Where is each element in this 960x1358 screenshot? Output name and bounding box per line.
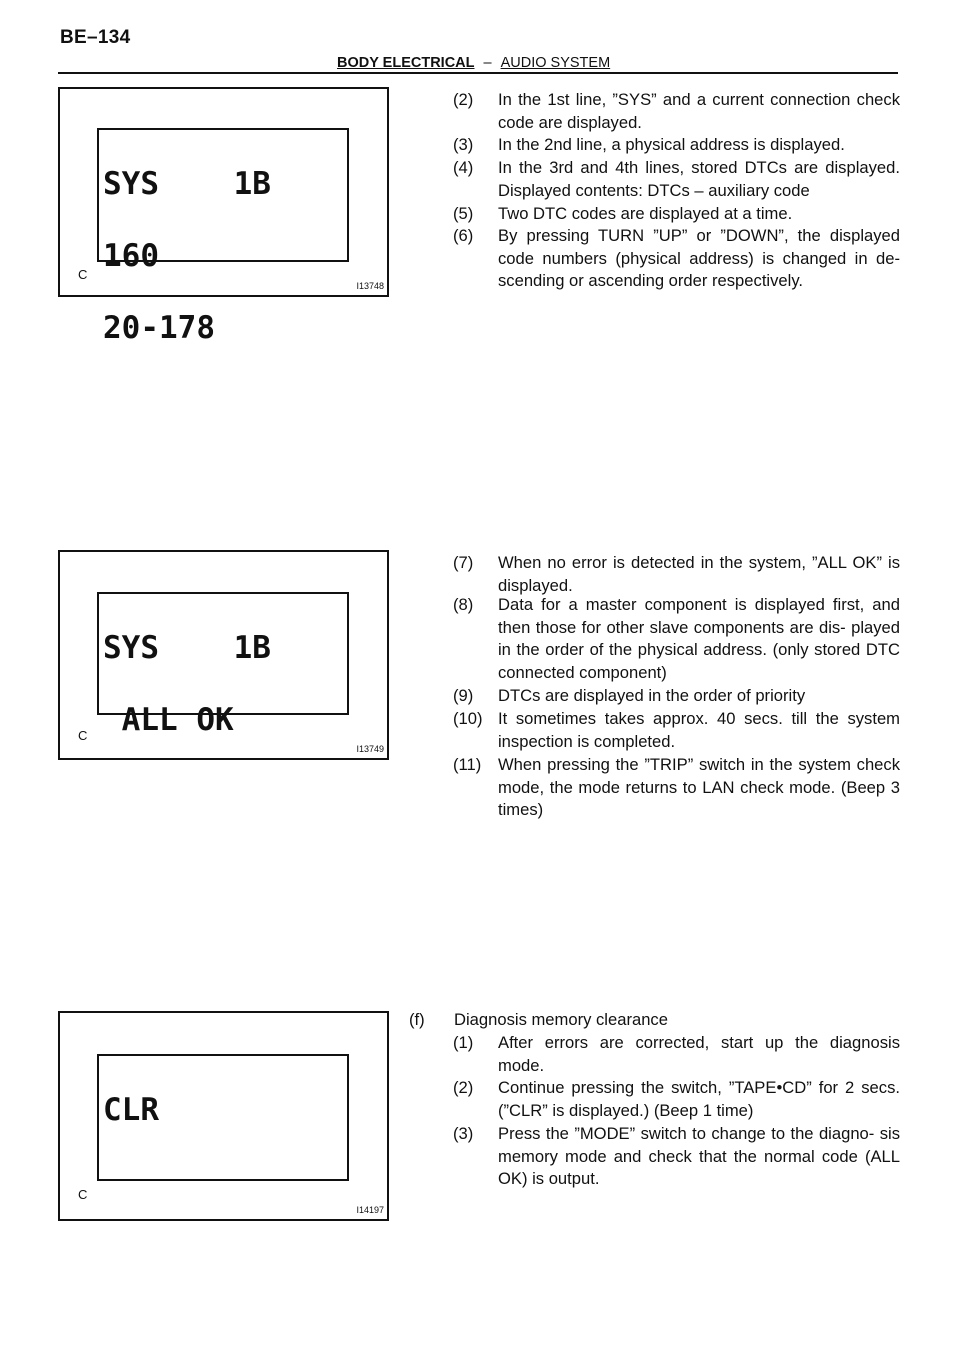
lcd-screen <box>97 592 349 738</box>
lcd-line: 160 <box>103 238 159 274</box>
step-text: When no error is detected in the system, ”ALL OK” is displayed. <box>498 553 900 595</box>
step-text: By pressing TURN ”UP” or ”DOWN”, the displayed code numbers (physical address) is changed in de- scending or ascending order respectively. <box>498 226 900 291</box>
step-number: (8) <box>453 595 474 614</box>
step-number: (3) <box>453 1124 474 1143</box>
step-number: (6) <box>453 226 474 245</box>
step-text: Two DTC codes are displayed at a time. <box>498 204 793 223</box>
lcd-screen <box>97 1054 349 1181</box>
lcd-line: ALL OK <box>103 702 234 738</box>
header-separator: – <box>483 55 492 71</box>
step-number: (4) <box>453 158 474 177</box>
step-number: (1) <box>453 1033 474 1052</box>
figure-id: I13749 <box>356 744 384 754</box>
step-number: (5) <box>453 204 474 223</box>
step-number: (10) <box>453 709 483 728</box>
step-number: (9) <box>453 686 474 705</box>
step-text: Press the ”MODE” switch to change to the diagno- sis memory mode and check that the normal code (ALL OK) is output. <box>498 1124 900 1189</box>
lcd-text <box>103 124 343 388</box>
step-text: DTCs are displayed in the order of priority <box>498 686 806 705</box>
figure-corner-label: C <box>78 1187 88 1202</box>
step-text: In the 2nd line, a physical address is displayed. <box>498 135 845 154</box>
step-number: (7) <box>453 553 474 572</box>
step-number: (11) <box>453 755 482 774</box>
step-number: (3) <box>453 135 474 154</box>
figure-corner-label: C <box>78 267 88 282</box>
lcd-text <box>103 588 343 780</box>
running-header <box>337 55 610 71</box>
step-number: (2) <box>453 90 474 109</box>
lcd-line: SYS 1B <box>103 630 271 666</box>
figure-display-all-ok <box>58 550 389 760</box>
figure-id: I14197 <box>356 1205 384 1215</box>
figure-display-dtc <box>58 87 389 346</box>
section-title: Diagnosis memory clearance <box>454 1010 668 1029</box>
step-text: After errors are corrected, start up the diagnosis mode. <box>498 1033 900 1075</box>
figure-id: I13748 <box>356 281 384 291</box>
topic-title: AUDIO SYSTEM <box>500 55 611 71</box>
step-text: When pressing the ”TRIP” switch in the system check mode, the mode returns to LAN check mode. (Beep 3 times) <box>498 755 900 820</box>
step-text: In the 1st line, ”SYS” and a current connection check code are displayed. <box>498 90 900 132</box>
step-text: It sometimes takes approx. 40 secs. till the system inspection is completed. <box>498 709 900 751</box>
step-text: Continue pressing the switch, ”TAPE•CD” for 2 secs. (”CLR” is displayed.) (Beep 1 time) <box>498 1078 900 1120</box>
lcd-text <box>103 1050 343 1170</box>
step-text: In the 3rd and 4th lines, stored DTCs are displayed. Displayed contents: DTCs – auxiliary code <box>498 158 900 200</box>
section-letter: (f) <box>409 1010 425 1029</box>
lcd-line: CLR <box>103 1092 159 1128</box>
figure-display-clr <box>58 1011 389 1221</box>
section-title: BODY ELECTRICAL <box>337 55 475 71</box>
lcd-line: 20-178 <box>103 310 215 346</box>
header-rule <box>58 72 898 74</box>
step-text: Data for a master component is displayed first, and then those for other slave components are dis- played in the order of the physical address. (only stored DTC connected component) <box>498 595 900 682</box>
lcd-screen <box>97 128 349 346</box>
page-number: BE–134 <box>60 27 131 48</box>
step-number: (2) <box>453 1078 474 1097</box>
figure-corner-label: C <box>78 728 88 743</box>
lcd-line: SYS 1B <box>103 166 271 202</box>
